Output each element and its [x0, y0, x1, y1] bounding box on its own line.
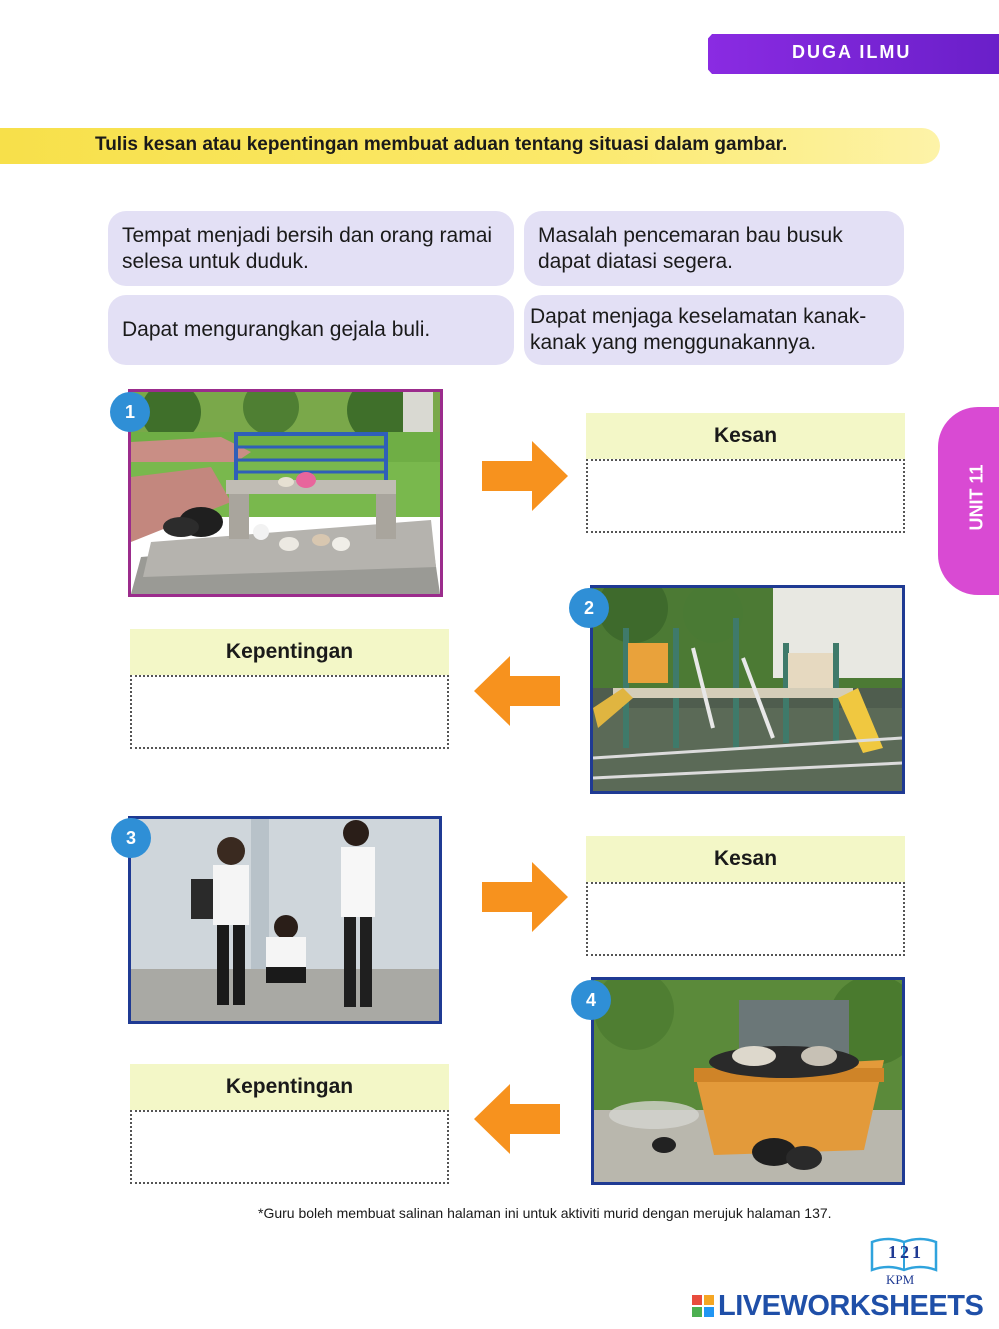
answer-heading-3: Kesan — [586, 836, 905, 882]
answer-heading-4: Kepentingan — [130, 1064, 449, 1110]
question-number-badge: 3 — [111, 818, 151, 858]
option-text-3: Dapat mengurangkan gejala buli. — [122, 318, 431, 341]
answer-input-4[interactable] — [132, 1112, 447, 1182]
answer-box-2 — [130, 629, 449, 749]
page-number: 121 — [888, 1242, 924, 1262]
instruction-text: Tulis kesan atau kepentingan membuat aduan tentang situasi dalam gambar. — [95, 134, 788, 155]
answer-input-3[interactable] — [588, 884, 903, 954]
question-number-badge: 1 — [110, 392, 150, 432]
liveworksheets-logo-icon — [692, 1295, 714, 1317]
answer-input-1[interactable] — [588, 461, 903, 531]
answer-field-2[interactable] — [130, 675, 449, 749]
photo-broken-playground — [590, 585, 905, 794]
answer-input-2[interactable] — [132, 677, 447, 747]
answer-field-1[interactable] — [586, 459, 905, 533]
arrow-right-icon — [482, 441, 568, 511]
arrow-left-icon — [474, 656, 560, 726]
option-card-2[interactable] — [524, 211, 904, 286]
liveworksheets-text: LIVEWORKSHEETS — [718, 1289, 984, 1322]
teacher-footnote: *Guru boleh membuat salinan halaman ini untuk aktiviti murid dengan merujuk halaman 137. — [258, 1205, 832, 1221]
answer-field-3[interactable] — [586, 882, 905, 956]
question-number-badge: 2 — [569, 588, 609, 628]
photo-park-bench-litter — [128, 389, 443, 597]
option-text-1: Tempat menjadi bersih dan orang ramai selesa untuk duduk. — [122, 223, 493, 273]
page-number-badge — [868, 1236, 940, 1292]
section-banner-label: DUGA ILMU — [792, 42, 912, 62]
answer-heading-1: Kesan — [586, 413, 905, 459]
option-text-2: Masalah pencemaran bau busuk dapat diatasi segera. — [538, 223, 843, 273]
question-number-badge: 4 — [571, 980, 611, 1020]
answer-box-1 — [586, 413, 905, 533]
arrow-right-icon — [482, 862, 568, 932]
option-card-3[interactable] — [108, 295, 514, 365]
answer-box-4 — [130, 1064, 449, 1184]
unit-side-tab — [938, 407, 999, 595]
option-card-4[interactable] — [524, 295, 904, 365]
arrow-left-icon — [474, 1084, 560, 1154]
photo-overflowing-dumpster — [591, 977, 905, 1185]
answer-field-4[interactable] — [130, 1110, 449, 1184]
publisher-label: KPM — [886, 1272, 915, 1287]
option-card-1[interactable] — [108, 211, 514, 286]
liveworksheets-watermark — [692, 1289, 983, 1323]
photo-bullying-students — [128, 816, 442, 1024]
answer-heading-2: Kepentingan — [130, 629, 449, 675]
unit-side-tab-label: UNIT 11 — [966, 464, 987, 531]
option-text-4: Dapat menjaga keselamatan kanak-kanak yang menggunakannya. — [530, 305, 867, 354]
section-banner — [694, 34, 999, 74]
instruction-bar — [0, 128, 940, 164]
answer-box-3 — [586, 836, 905, 956]
